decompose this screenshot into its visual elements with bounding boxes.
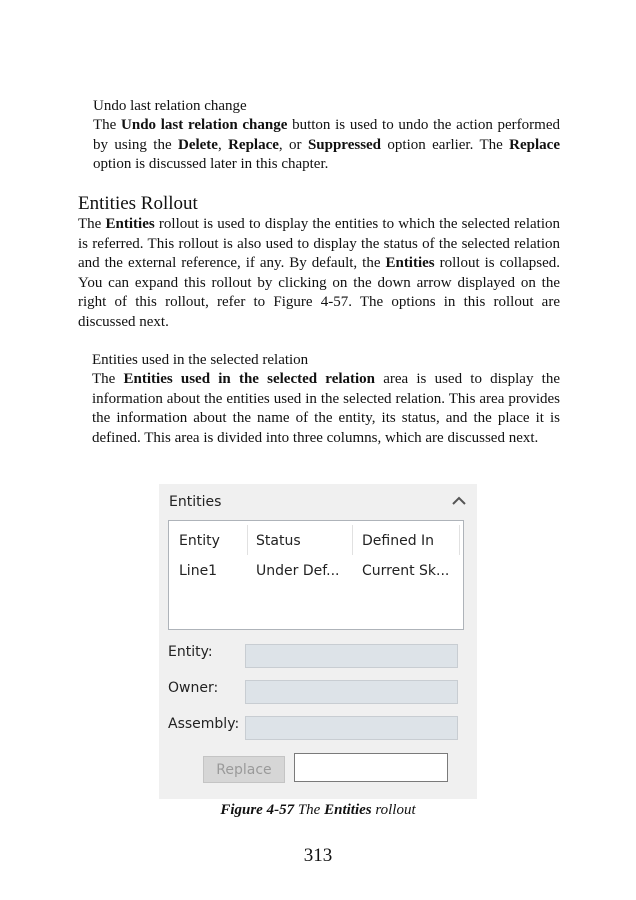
- text-run: rollout: [371, 802, 416, 818]
- text-run: button is used to undo the action performed by using the: [93, 117, 560, 153]
- bold-term: Undo last relation change: [121, 117, 288, 133]
- paragraph-entities-used: [92, 370, 560, 448]
- bold-term: Replace: [509, 136, 560, 153]
- text-run: option is discussed later in this chapter.: [93, 156, 329, 172]
- entities-rollout-panel: [159, 484, 477, 799]
- subsection-title-entities-used: Entities used in the selected relation: [92, 352, 309, 368]
- text-run: The: [93, 117, 122, 133]
- bold-term: Entities: [324, 802, 372, 818]
- text-run: option earlier. The: [381, 136, 510, 153]
- bold-term: Delete: [177, 136, 218, 153]
- text-run: The: [294, 802, 325, 818]
- column-header-entity[interactable]: Entity: [179, 533, 220, 549]
- page-number: 313: [303, 845, 333, 866]
- owner-field-label: Owner:: [168, 680, 219, 696]
- column-header-status[interactable]: Status: [256, 533, 301, 549]
- text-run: area is used to display the information about the entities used in the selected relation. This area provides the information about the name of the entity, its status, and the place it is defined. This area is divided into three columns, which are discussed next.: [92, 371, 560, 446]
- chevron-up-icon[interactable]: [451, 493, 467, 509]
- section-title-entities-rollout: Entities Rollout: [78, 193, 198, 214]
- cell-defined-in[interactable]: Current Sk...: [362, 563, 450, 579]
- bold-term: Suppressed: [307, 136, 382, 153]
- figure-caption: [0, 802, 636, 819]
- owner-field[interactable]: [245, 680, 458, 704]
- entity-field-label: Entity:: [168, 644, 213, 660]
- bold-term: Entities: [385, 255, 435, 271]
- text-run: , or: [278, 136, 308, 153]
- column-divider: [352, 525, 353, 555]
- text-run: rollout is used to display the entities to which the selected relation is referred. This rollout is also used to display the status of the selected relation and the external reference, if any. By default, the: [78, 216, 560, 271]
- text-run: rollout is collapsed. You can expand this rollout by clicking on the down arrow displayed on the right of this rollout, refer to Figure 4-57. The options in this rollout are discussed next.: [78, 255, 560, 330]
- caption-label: Figure 4-57: [220, 802, 295, 818]
- bold-term: Entities: [105, 216, 155, 232]
- text-run: The: [92, 371, 124, 387]
- cell-entity[interactable]: Line1: [179, 563, 218, 579]
- assembly-field-label: Assembly:: [168, 716, 240, 732]
- subsection-title-undo: Undo last relation change: [93, 98, 247, 114]
- panel-title: Entities: [169, 494, 222, 510]
- entities-list[interactable]: [168, 520, 464, 630]
- replace-button[interactable]: Replace: [203, 756, 285, 783]
- column-divider: [459, 525, 460, 555]
- text-run: ,: [217, 136, 229, 153]
- bold-term: Entities used in the selected relation: [123, 371, 376, 387]
- paragraph-entities-rollout: [78, 215, 560, 332]
- column-header-defined-in[interactable]: Defined In: [362, 533, 435, 549]
- replace-input[interactable]: [294, 753, 448, 782]
- text-run: The: [78, 216, 106, 232]
- bold-term: Replace: [228, 136, 279, 153]
- assembly-field[interactable]: [245, 716, 458, 740]
- column-divider: [247, 525, 248, 555]
- cell-status[interactable]: Under Def...: [256, 563, 340, 579]
- entity-field[interactable]: [245, 644, 458, 668]
- paragraph-undo: [93, 116, 560, 175]
